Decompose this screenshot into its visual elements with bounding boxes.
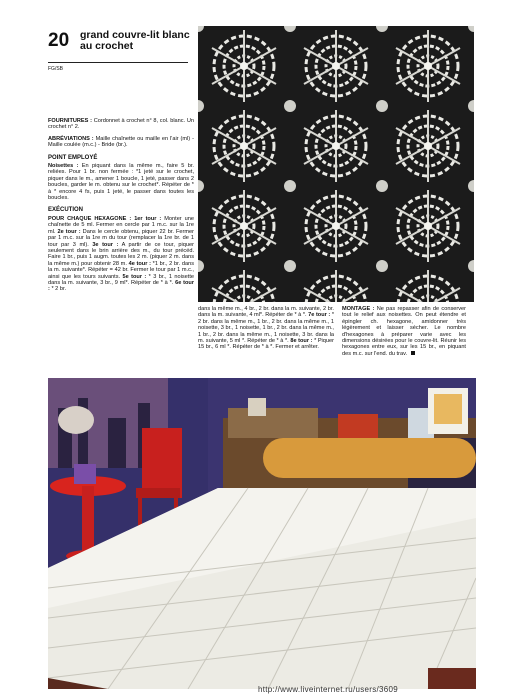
- fournitures-paragraph: [48, 118, 194, 131]
- execution-paragraph: [48, 216, 194, 293]
- col2-text-c: * Piquer 15 br., 6 ml *. Répéter de * à *. Fermer et arrêter.: [198, 338, 334, 351]
- pattern-title: grand couvre-lit blanc au crochet: [80, 29, 190, 52]
- text-column-right: [342, 306, 466, 357]
- execution-label-2: 2e tour :: [57, 228, 81, 235]
- abreviations-text: Maille chaînette ou maille en l'air (ml) - Maille coulée (m.c.) - Bride (br.).: [48, 135, 194, 149]
- point-heading: POINT EMPLOYÉ: [48, 154, 98, 161]
- text-column-middle: [198, 306, 334, 351]
- col2-label-8: 8e tour :: [290, 338, 313, 345]
- title-divider: [48, 62, 188, 63]
- montage-label: MONTAGE :: [342, 306, 375, 312]
- bedroom-scene-illustration: [48, 378, 476, 689]
- execution-tour-2: Dans le cercle obtenu, piquer 22 br. Fermer par 1 m.c. sur la 1re m du tour (remplacer la 1re br. de 1 tour par 3 ml).: [48, 228, 195, 248]
- col2-text-b: * 2 br. dans la même m., 1 br., 2 br. dans la même m., 1 noisette, 3 br., 1 noisette, 1 br., 2 br. dans la même m., 1 br., 2 br. dans la même m., 1 noisette, 3 br. dans la m. suivante, 5 ml *. Répéter de * à *.: [198, 312, 334, 345]
- source-credit: http://www.liveinternet.ru/users/3609: [258, 685, 399, 694]
- execution-heading: EXÉCUTION: [48, 207, 84, 214]
- point-paragraph: [48, 163, 194, 201]
- pattern-code: FG/SB: [48, 66, 64, 72]
- execution-label-5: 5e tour :: [122, 273, 147, 280]
- crochet-closeup-photo: [198, 26, 474, 302]
- point-text: En piquant dans la même m., faire 5 br. reliées. Pour 1 br. non fermée : *1 jeté sur le crochet, piquer dans le m., amener 1 boucle, 1 jeté, passer dans 2 boucles, garder le m. obtenu sur le crochet*. Répéter de * à * encore 4 fs, puis 1 jeté, le passer dans toutes les boucles.: [48, 163, 194, 202]
- abreviations-paragraph: [48, 136, 194, 149]
- end-mark-icon: [411, 351, 415, 355]
- execution-tour-3: A partir de ce tour, piquer seulement dans le brin arrière des m., du tour précéd. Faire 1 br., puis 1 augm. toutes les 2 m. (piquer 2 m. dans la même m.) pour obtenir 28 m.: [48, 241, 194, 267]
- execution-label-6: 6e tour :: [48, 279, 194, 293]
- abreviations-label: ABRÉVIATIONS :: [48, 135, 94, 142]
- execution-tour-6: * 2 br.: [51, 286, 67, 293]
- execution-label-4: 4e tour :: [128, 260, 151, 267]
- execution-tour-1: Monter une chaînette de 5 ml. Fermer en cercle par 1 m.c. sur la 1re ml.: [48, 215, 194, 235]
- pattern-number: 20: [48, 30, 70, 51]
- point-label: Noisettes :: [48, 163, 79, 170]
- execution-tour-5: * 3 br., 1 noisette dans la m. suivante, 3 br., 9 ml*. Répéter de * à *.: [48, 273, 195, 286]
- crochet-pattern-illustration: [198, 26, 474, 302]
- fournitures-label: FOURNITURES :: [48, 118, 92, 124]
- execution-tour-4: *1 br., 2 br. dans la m. suivante*. Répéter = 42 br. Fermer le tour par 1 m.c., ainsi que les tours suivants.: [48, 260, 194, 280]
- col2-text-a: dans la même m., 4 br., 2 br. dans la m. suivante, 2 br. dans la m. suivante, 4 ml*. Répéter de * à *.: [198, 306, 334, 319]
- montage-text: Ne pas repasser afin de conserver tout le relief aux noisettes. On peut étendre et épingler ch. hexagone, amidonner très légèrement et laisser sécher. Le nombre d'hexagones à préparer varie avec les dimensions désirées pour le couvre-lit. Réunir les hexagones entre eux, sur les 15 br., en piquant des m.c. sur l'end. du trav.: [342, 306, 466, 357]
- fournitures-text: Cordonnet à crochet n° 8, col. blanc. Un crochet n° 2.: [48, 118, 194, 131]
- bedroom-photo: [48, 378, 476, 689]
- col2-label-7: 7e tour :: [308, 312, 331, 319]
- execution-label-3: 3e tour :: [92, 241, 119, 248]
- execution-label-1: POUR CHAQUE HEXAGONE : 1er tour :: [48, 215, 162, 222]
- text-column-left: [48, 118, 194, 293]
